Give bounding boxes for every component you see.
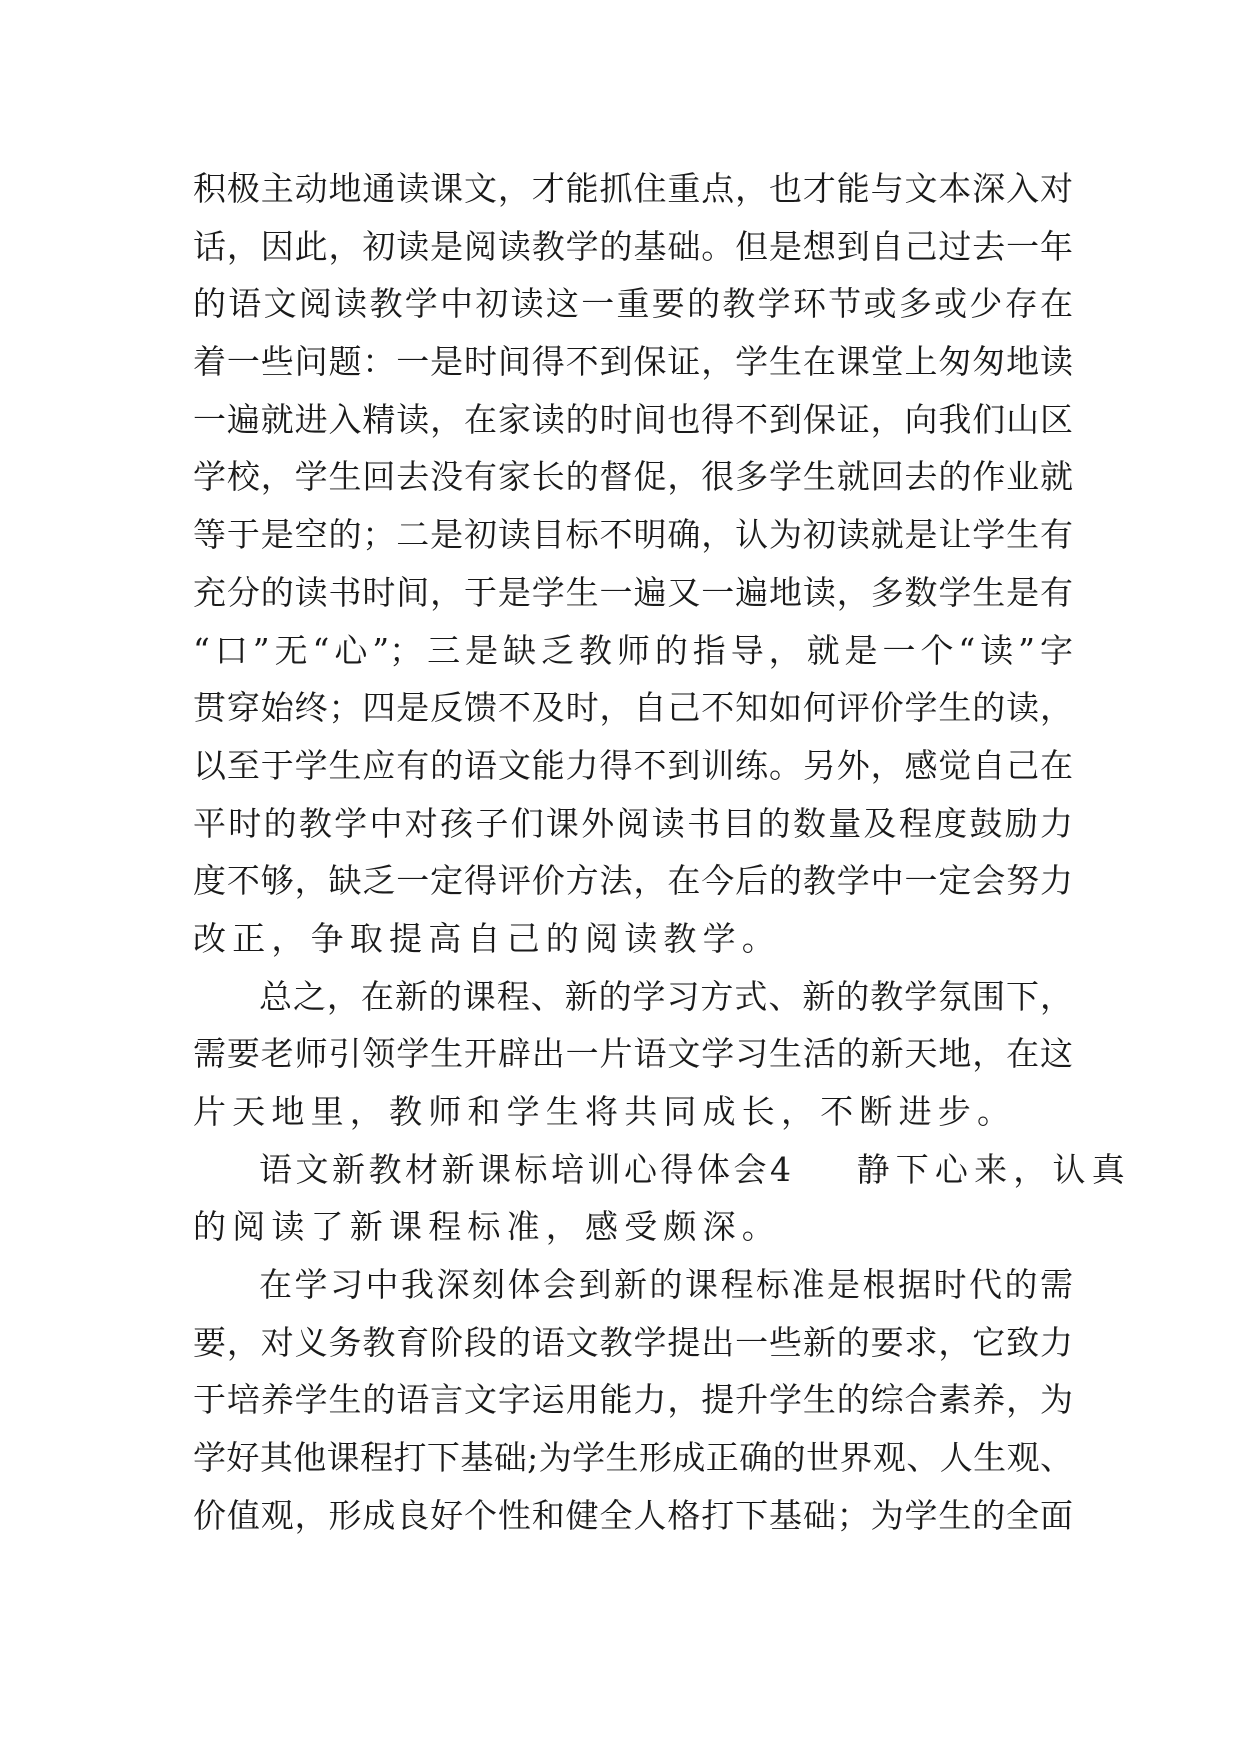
text-line: 学好其他课程打下基础;为学生形成正确的世界观、人生观、: [193, 1438, 1073, 1478]
text-line: 等于是空的；二是初读目标不明确，认为初读就是让学生有: [193, 515, 1073, 555]
section-heading-line: [193, 1141, 1131, 1199]
text-line: 的语文阅读教学中初读这一重要的教学环节或多或少存在: [193, 284, 1073, 324]
text-line: 贯穿始终；四是反馈不及时，自己不知如何评价学生的读，: [193, 688, 1073, 728]
text-line: 学校，学生回去没有家长的督促，很多学生就回去的作业就: [193, 457, 1073, 497]
text-line: 度不够，缺乏一定得评价方法，在今后的教学中一定会努力: [193, 861, 1073, 901]
text-line: 价值观，形成良好个性和健全人格打下基础；为学生的全面: [193, 1495, 1073, 1535]
text-line: 要，对义务教育阶段的语文教学提出一些新的要求，它致力: [193, 1322, 1073, 1362]
text-segment: 静下心来，认真: [856, 1149, 1131, 1189]
text-line: 改正，争取提高自己的阅读教学。: [193, 918, 781, 958]
text-line: 话，因此，初读是阅读教学的基础。但是想到自己过去一年: [193, 226, 1073, 266]
text-line: 的阅读了新课程标准，感受颇深。: [193, 1207, 781, 1247]
paragraph-start-line: 在学习中我深刻体会到新的课程标准是根据时代的需: [259, 1265, 1073, 1305]
text-line: 以至于学生应有的语文能力得不到训练。另外，感觉自己在: [193, 745, 1073, 785]
text-line: 着一些问题：一是时间得不到保证，学生在课堂上匆匆地读: [193, 342, 1073, 382]
text-line: 需要老师引领学生开辟出一片语文学习生活的新天地，在这: [193, 1034, 1073, 1074]
section-heading: 语文新教材新课标培训心得体会4: [259, 1149, 795, 1189]
text-line: 片天地里，教师和学生将共同成长，不断进步。: [193, 1092, 1017, 1131]
text-line: 充分的读书时间，于是学生一遍又一遍地读，多数学生是有: [193, 572, 1073, 612]
text-line: 积极主动地通读课文，才能抓住重点，也才能与文本深入对: [193, 169, 1073, 208]
text-line: “口”无“心”；三是缺乏教师的指导，就是一个“读”字: [193, 630, 1073, 670]
text-line: 于培养学生的语言文字运用能力，提升学生的综合素养，为: [193, 1380, 1073, 1420]
document-body: [193, 160, 1131, 1545]
paragraph-start-line: 总之，在新的课程、新的学习方式、新的教学氛围下，: [259, 976, 1073, 1016]
text-line: 一遍就进入精读，在家读的时间也得不到保证，向我们山区: [193, 399, 1073, 439]
text-line: 平时的教学中对孩子们课外阅读书目的数量及程度鼓励力: [193, 803, 1073, 843]
